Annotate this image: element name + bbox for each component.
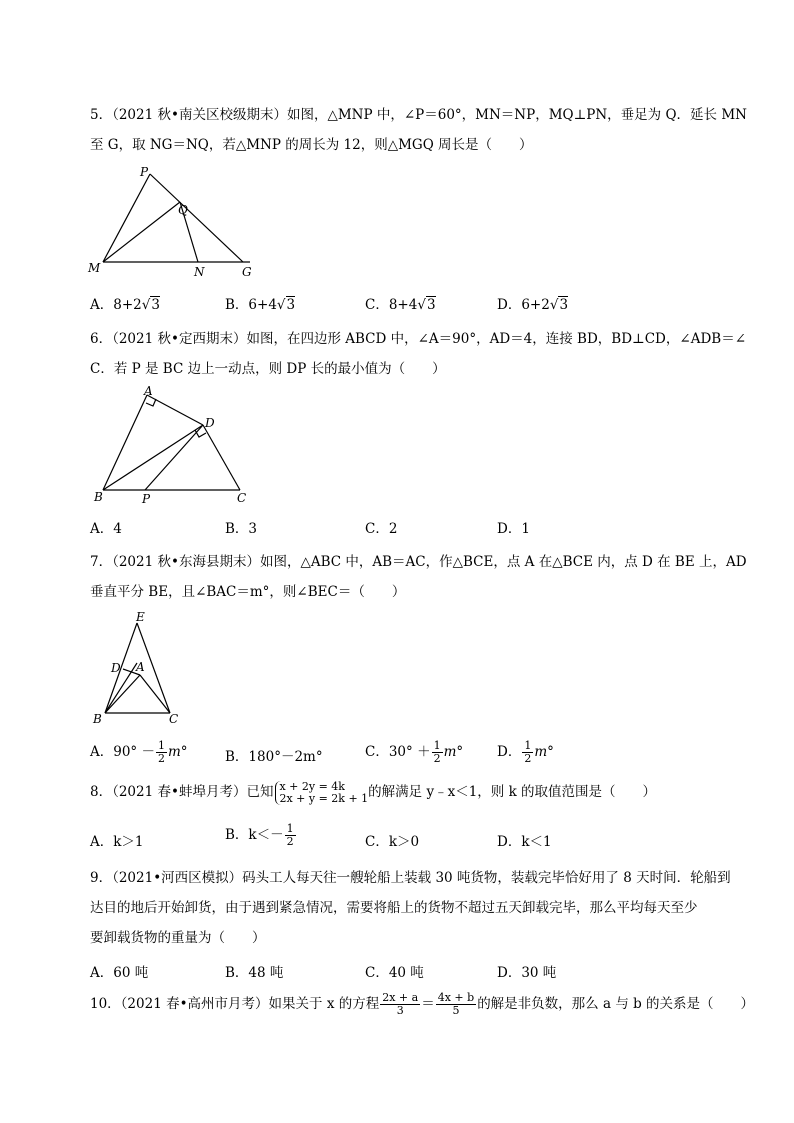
q7-line1: 7．（2021 秋•东海县期末）如图，△ABC 中，AB＝AC，作△BCE，点 A 在△BCE 内，点 D 在 BE 上，AD (90, 554, 747, 570)
q5-label-q: Q (178, 203, 188, 217)
q7-option-d[interactable]: D． $\frac{1}{2}$ m° (497, 739, 554, 765)
q5-line1: 5．（2021 秋•南关区校级期末）如图，△MNP 中，∠P＝60°，MN＝NP，MQ⊥PN，垂足为 Q．延长 MN (90, 107, 747, 123)
q5-option-a[interactable]: A．8+2√3 (90, 297, 160, 313)
q6-line1: 6．（2021 秋•定西期末）如图，在四边形 ABCD 中，∠A＝90°，AD＝4，连接 BD，BD⊥CD，∠ADB＝∠ (90, 331, 747, 347)
q5-option-c[interactable]: C．8+4√3 (365, 297, 436, 313)
q8-option-c[interactable]: C．k＞0 (365, 834, 420, 850)
q6-figure (85, 383, 265, 508)
q8-system: x + 2y = 4k 2x + y = 2k + 1 (275, 781, 368, 805)
q6-label-b: B (94, 490, 103, 504)
q7-label-b: B (93, 712, 102, 726)
q8-option-b[interactable]: B．k＜－ $\frac{1}{2}$ (225, 822, 294, 848)
q6-label-a: A (144, 384, 153, 398)
q5-option-d[interactable]: D．6+2√3 (497, 297, 569, 313)
q7-label-e: E (136, 610, 145, 624)
q5-line2: 至 G，取 NG＝NQ，若△MNP 的周长为 12，则△MGQ 周长是（ ） (90, 137, 533, 153)
q5-label-m: M (88, 261, 101, 275)
q8-stem: 8．（2021 春•蚌埠月考）已知 x + 2y = 4k 2x + y = 2k + 1 的解满足 y﹣x＜1，则 k 的取值范围是（ ） (90, 779, 657, 805)
q6-option-a[interactable]: A．4 (90, 521, 122, 537)
q6-option-c[interactable]: C．2 (365, 521, 398, 537)
q7-label-a: A (136, 660, 145, 674)
q8-option-d[interactable]: D．k＜1 (497, 834, 552, 850)
q9-line1: 9．（2021•河西区模拟）码头工人每天往一艘轮船上装载 30 吨货物，装载完毕恰好用了 8 天时间．轮船到 (90, 870, 731, 886)
q5-figure (85, 162, 275, 282)
q6-label-d: D (205, 416, 215, 430)
q7-figure (85, 605, 195, 730)
q7-option-c[interactable]: C．30° ＋ $\frac{1}{2}$ m° (365, 739, 464, 765)
q10-stem: 10．（2021 春•高州市月考）如果关于 x 的方程 $\frac{2x + a}{3}$ ＝ $\frac{4x + b}{5}$ 的解是非负数，那么 a 与 b 的关系是（ ） (90, 991, 755, 1017)
q8-option-a[interactable]: A．k＞1 (90, 834, 144, 850)
q9-option-a[interactable]: A．60 吨 (90, 965, 149, 981)
q5-label-g: G (242, 265, 252, 279)
q9-line3: 要卸载货物的重量为（ ） (90, 930, 266, 946)
q5-label-n: N (194, 265, 205, 279)
q9-option-b[interactable]: B．48 吨 (225, 965, 284, 981)
q5-option-b[interactable]: B．6+4√3 (225, 297, 296, 313)
q7-label-c: C (169, 712, 179, 726)
q6-line2: C．若 P 是 BC 边上一动点，则 DP 长的最小值为（ ） (90, 361, 446, 377)
q7-option-b[interactable]: B．180°－2m° (225, 749, 323, 765)
q5-label-p: P (140, 165, 149, 179)
q7-option-a[interactable]: A．90° － $\frac{1}{2}$ m° (90, 739, 188, 765)
q6-label-c: C (237, 491, 247, 505)
q6-option-b[interactable]: B．3 (225, 521, 258, 537)
q9-option-d[interactable]: D．30 吨 (497, 965, 557, 981)
q7-line2: 垂直平分 BE，且∠BAC＝m°，则∠BEC＝（ ） (90, 584, 406, 600)
q9-line2: 达目的地后开始卸货，由于遇到紧急情况，需要将船上的货物不超过五天卸载完毕，那么平均每天至少 (90, 900, 698, 916)
q6-option-d[interactable]: D．1 (497, 521, 530, 537)
q7-label-d: D (111, 661, 121, 675)
q6-label-p: P (142, 492, 151, 506)
q9-option-c[interactable]: C．40 吨 (365, 965, 424, 981)
